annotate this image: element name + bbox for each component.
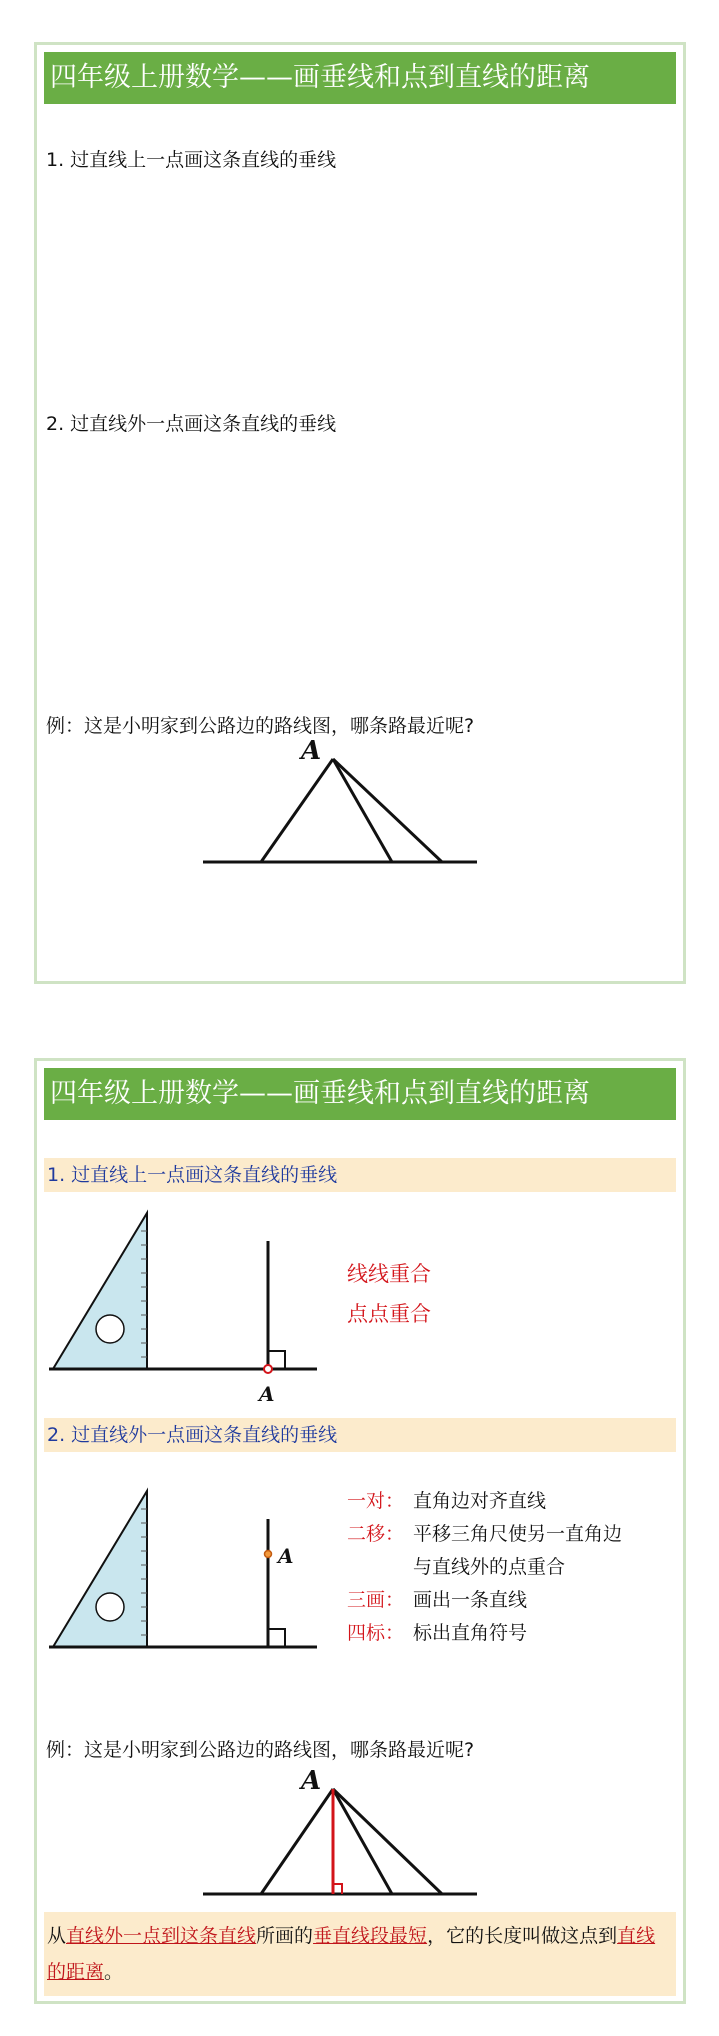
route-left xyxy=(261,1789,333,1894)
step-2: 二移： 平移三角尺使另一直角边 xyxy=(347,1523,623,1545)
point-a-label: A xyxy=(278,1544,294,1568)
route-middle xyxy=(333,759,392,862)
example-question: 例：这是小明家到公路边的路线图，哪条路最近呢? xyxy=(46,1739,475,1761)
highlight-distance: 直线的距离 xyxy=(47,1925,656,1983)
step-1: 一对： 直角边对齐直线 xyxy=(347,1490,547,1512)
step-3: 三画： 画出一条直线 xyxy=(347,1589,528,1611)
route-middle xyxy=(333,1789,392,1894)
route-right xyxy=(333,759,442,862)
card-title-banner: 四年级上册数学——画垂线和点到直线的距离 xyxy=(44,52,676,104)
card-title-banner: 四年级上册数学——画垂线和点到直线的距离 xyxy=(44,1068,676,1120)
highlight-from-point: 直线外一点到这条直线 xyxy=(66,1925,257,1947)
highlight-shortest: 垂直线段最短 xyxy=(313,1925,428,1947)
route-right xyxy=(333,1789,442,1894)
point-a-label: A xyxy=(301,736,322,766)
question-1-heading: 1. 过直线上一点画这条直线的垂线 xyxy=(44,1158,676,1192)
route-left xyxy=(261,759,333,862)
point-a-label: A xyxy=(301,1766,322,1796)
worksheet-card-blank xyxy=(34,42,686,984)
step-4: 四标： 标出直角符号 xyxy=(347,1622,528,1644)
question-1: 1. 过直线上一点画这条直线的垂线 xyxy=(46,149,337,171)
point-a-label: A xyxy=(259,1382,275,1406)
question-2: 2. 过直线外一点画这条直线的垂线 xyxy=(46,413,337,435)
question-2-heading: 2. 过直线外一点画这条直线的垂线 xyxy=(44,1418,676,1452)
example-question: 例：这是小明家到公路边的路线图，哪条路最近呢? xyxy=(46,715,475,737)
hint-points-coincide: 点点重合 xyxy=(347,1302,431,1326)
worksheet-card-answers xyxy=(34,1058,686,2004)
route-diagram-answer xyxy=(37,1061,689,2007)
route-diagram xyxy=(37,45,689,987)
conclusion-box: 从直线外一点到这条直线所画的垂直线段最短，它的长度叫做这点到直线的距离。 xyxy=(44,1912,676,1996)
step-2-continued: 与直线外的点重合 xyxy=(413,1556,566,1578)
hint-lines-coincide: 线线重合 xyxy=(347,1262,431,1286)
